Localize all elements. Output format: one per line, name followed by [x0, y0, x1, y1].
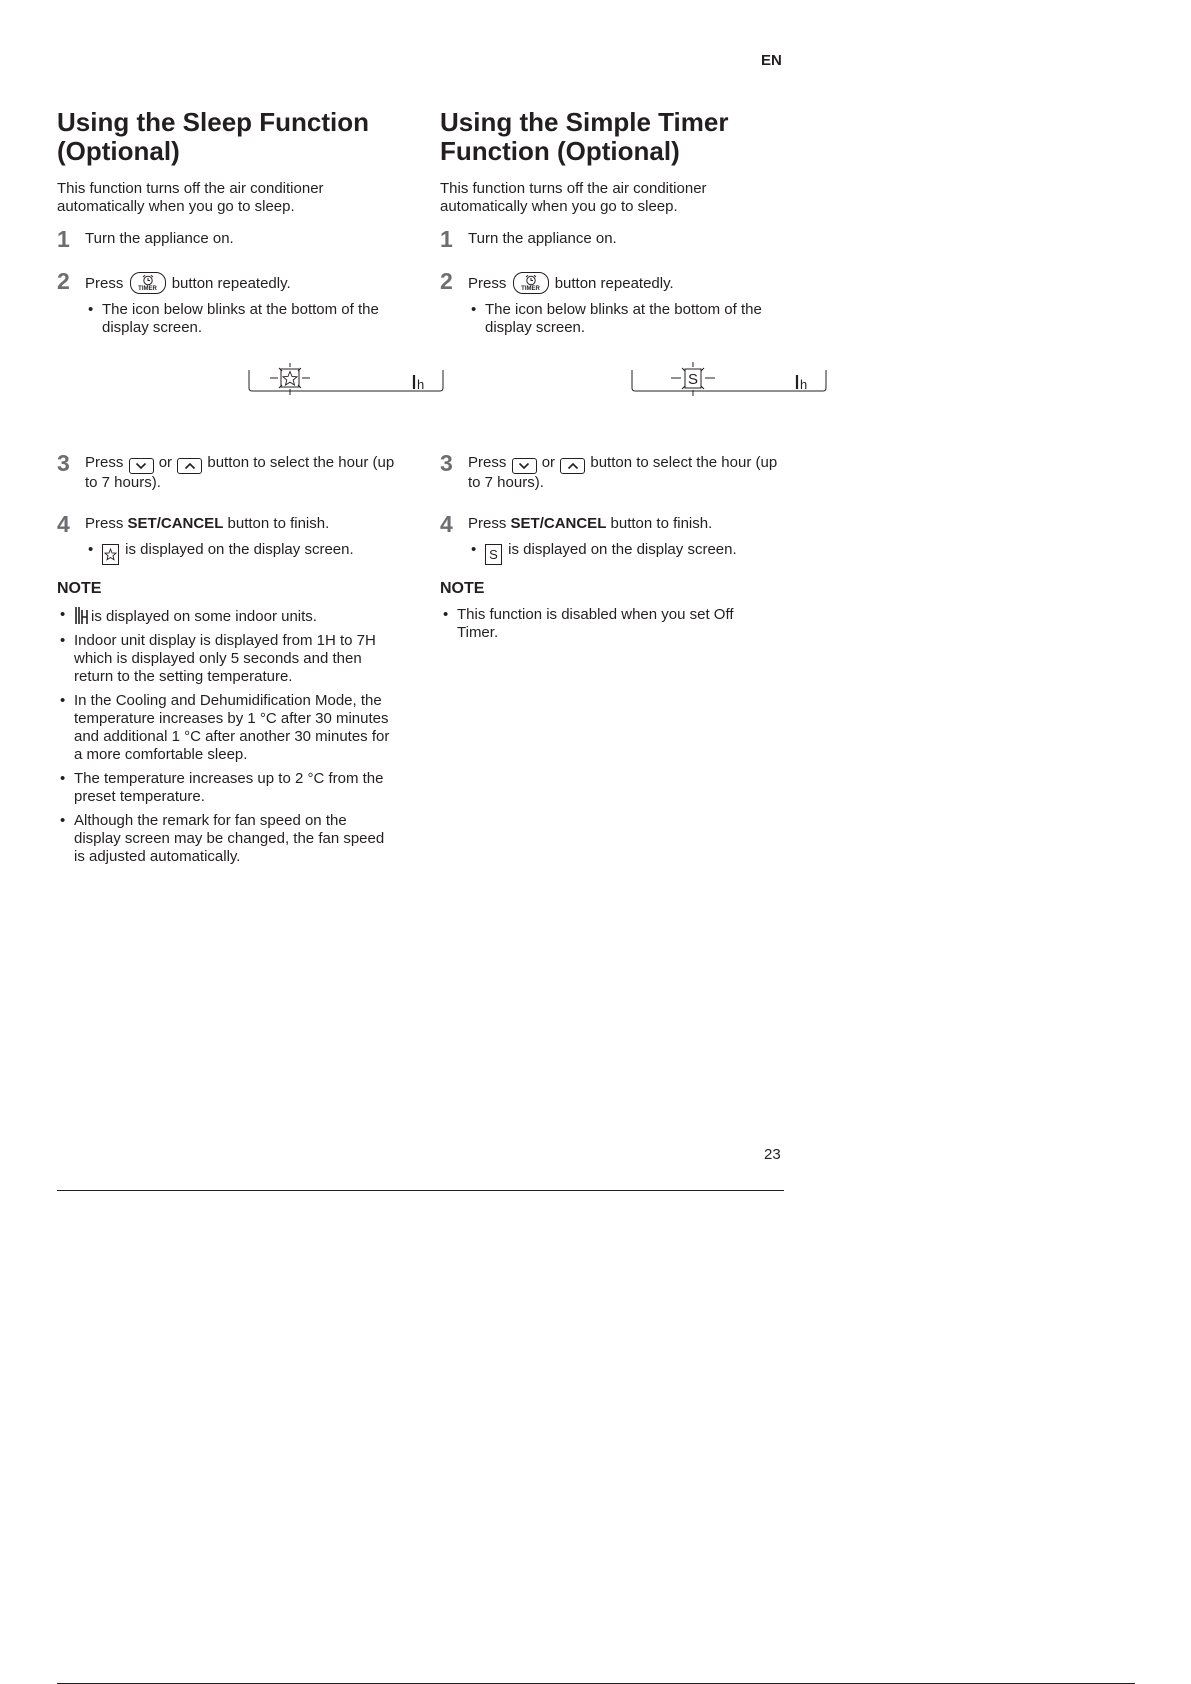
note-item: • This function is disabled when you set Off Timer.: [440, 606, 786, 642]
svg-text:h: h: [800, 377, 808, 392]
sleep-function-section: [57, 107, 425, 865]
language-label: EN: [761, 52, 782, 69]
timer-step-1: 1 Turn the appliance on.: [440, 226, 617, 252]
sleep-note: [57, 580, 403, 872]
note-title: NOTE: [440, 580, 485, 597]
sleep-step-2: 2 Press TIMER button repeatedly. • The icon below blinks at the bottom of the display screen.: [57, 272, 431, 337]
star-icon: [102, 544, 119, 565]
timer-step-4: 4 Press SET/CANCEL button to finish. • S is displayed on the display screen.: [440, 515, 814, 565]
simple-timer-section: [440, 107, 808, 641]
timer-step-4-bullet: • S is displayed on the display screen.: [468, 541, 814, 565]
svg-text:h: h: [417, 377, 425, 392]
up-button-icon: [560, 458, 585, 474]
note-item: • is displayed on some indoor units.: [57, 606, 403, 626]
note-list: [57, 606, 403, 866]
sleep-step-1: 1 Turn the appliance on.: [57, 226, 234, 252]
timer-button-icon: TIMER: [130, 272, 166, 294]
timer-step-2: 2 Press TIMER button repeatedly. • The icon below blinks at the bottom of the display screen.: [440, 272, 814, 337]
step-number: 3: [440, 450, 453, 476]
page-number: 23: [764, 1146, 781, 1163]
alarm-clock-icon: [141, 274, 155, 286]
sleep-step-4-bullet: • is displayed on the display screen.: [85, 541, 431, 565]
note-item: • Indoor unit display is displayed from 1H to 7H which is displayed only 5 seconds and then return to the setting temperature.: [57, 632, 403, 686]
note-list: [440, 606, 786, 642]
sleep-step-2-bullet: • The icon below blinks at the bottom of the display screen.: [85, 301, 431, 337]
sleep-step-3: 3 Press or button to select the hour (up to 7 hours).: [57, 450, 395, 491]
note-title: NOTE: [57, 580, 102, 597]
timer-section-title: Using the Simple Timer Function (Optional): [440, 107, 729, 166]
timer-display-screen: [556, 350, 902, 402]
hour-indicator: [414, 375, 424, 392]
sleep-section-title: Using the Sleep Function (Optional): [57, 107, 370, 166]
star-icon: [270, 363, 310, 395]
step-number: 1: [440, 226, 453, 252]
step-number: 3: [57, 450, 70, 476]
sleep-step-4: 4 Press SET/CANCEL button to finish. • is displayed on the display screen.: [57, 515, 431, 565]
svg-text:S: S: [687, 371, 699, 388]
alarm-clock-icon: [524, 274, 538, 286]
timer-button-icon: TIMER: [513, 272, 549, 294]
up-button-icon: [177, 458, 202, 474]
fan-speed-icon: [74, 606, 88, 625]
note-item: • In the Cooling and Dehumidification Mode, the temperature increases by 1 °C after 30 minutes and additional 1 °C after another 30 minutes for a more comfortable sleep.: [57, 692, 403, 764]
timer-step-2-bullet: • The icon below blinks at the bottom of the display screen.: [468, 301, 814, 337]
sleep-intro: This function turns off the air conditioner automatically when you go to sleep.: [57, 180, 324, 215]
step-number: 4: [440, 511, 453, 537]
step-number: 1: [57, 226, 70, 252]
step-number: 2: [440, 268, 453, 294]
step-number: 2: [57, 268, 70, 294]
sleep-display-screen: [173, 350, 519, 402]
down-button-icon: [129, 458, 154, 474]
note-item: • Although the remark for fan speed on the display screen may be changed, the fan speed is adjusted automatically.: [57, 812, 403, 866]
timer-note: [440, 580, 786, 648]
hour-indicator: [797, 375, 807, 392]
step-number: 4: [57, 511, 70, 537]
footer-divider: [57, 1190, 784, 1191]
timer-step-3: 3 Press or button to select the hour (up to 7 hours).: [440, 450, 778, 491]
simple-timer-icon: S: [485, 544, 502, 565]
down-button-icon: [512, 458, 537, 474]
note-item: • The temperature increases up to 2 °C from the preset temperature.: [57, 770, 403, 806]
timer-intro: This function turns off the air conditioner automatically when you go to sleep.: [440, 180, 707, 215]
